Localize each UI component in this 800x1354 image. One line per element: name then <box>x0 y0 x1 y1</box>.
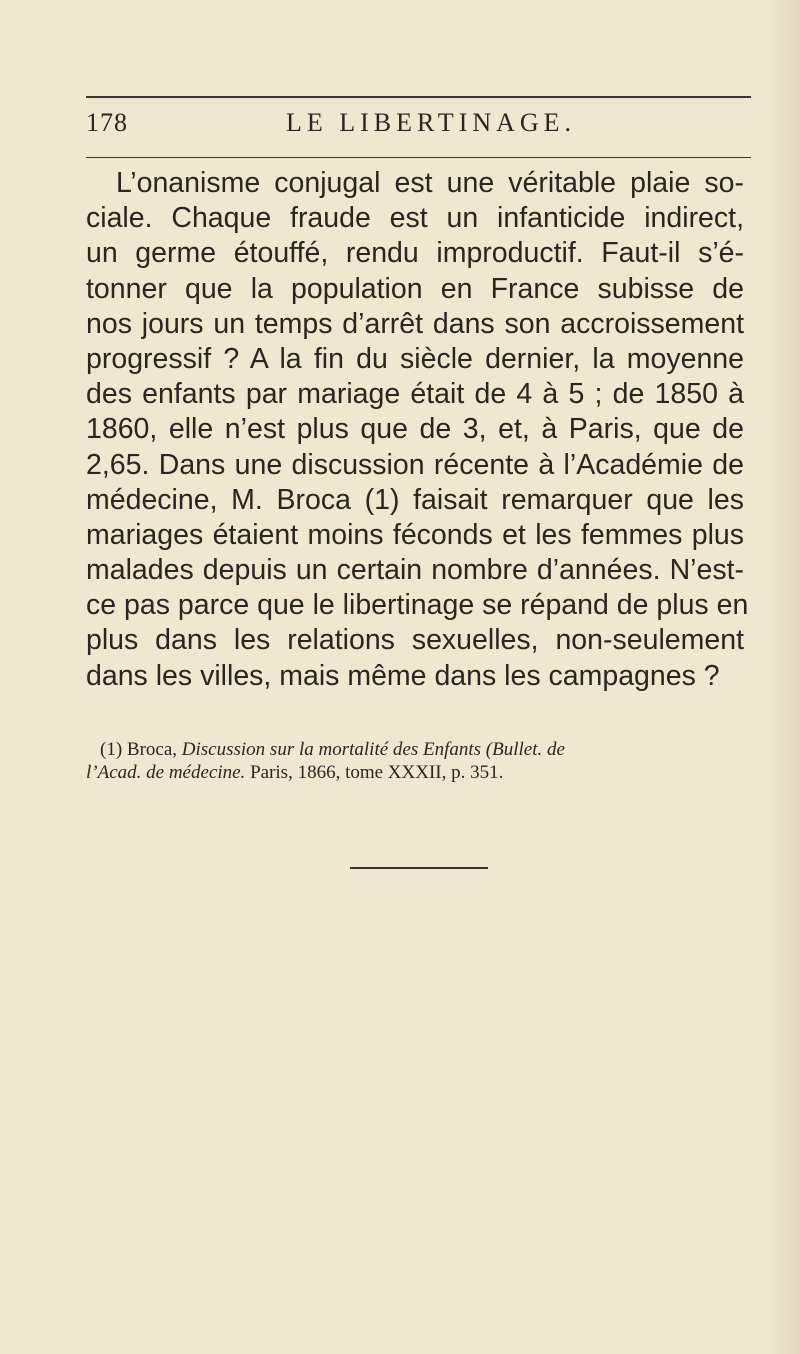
text-line: nos jours un temps d’arrêt dans son accroissement <box>86 307 744 340</box>
text-line: malades depuis un certain nombre d’années. N’est- <box>86 554 744 587</box>
footnote <box>86 738 748 784</box>
text-line: tonner que la population en France subisse de <box>86 272 744 305</box>
text-line: dans les villes, mais même dans les campagnes ? <box>86 659 720 692</box>
body-paragraph <box>86 166 749 694</box>
text-line: L’onanisme conjugal est une véritable plaie so- <box>116 167 744 199</box>
text-line: un germe étouffé, rendu improductif. Faut-il s’é- <box>86 237 744 270</box>
text-line: plus dans les relations sexuelles, non-seulement <box>86 624 744 657</box>
text-line: mariages étaient moins féconds et les femmes plus <box>86 518 744 551</box>
footnote-journal: (Bullet. de <box>481 739 565 760</box>
header-rule <box>86 157 751 158</box>
footnote-line <box>100 738 748 761</box>
text-line: 1860, elle n’est plus que de 3, et, à Paris, que de <box>86 413 744 446</box>
top-rule <box>86 96 751 98</box>
footnote-work-title: Discussion sur la mortalité des Enfants <box>181 739 482 760</box>
footnote-reference: (1) Broca, <box>100 739 182 760</box>
text-line: médecine, M. Broca (1) faisait remarquer que les <box>86 483 744 516</box>
footnote-journal-name: l’Acad. de médecine. <box>86 762 246 783</box>
text-line: des enfants par mariage était de 4 à 5 ; de 1850 à <box>86 378 744 411</box>
footnote-citation: Paris, 1866, tome XXXII, p. 351. <box>245 762 504 783</box>
text-line: progressif ? A la fin du siècle dernier, la moyenne <box>86 342 744 375</box>
end-rule <box>350 867 488 869</box>
footnote-line <box>86 761 748 784</box>
text-line: ciale. Chaque fraude est un infanticide indirect, <box>86 202 744 235</box>
text-line: 2,65. Dans une discussion récente à l’Académie de <box>86 448 744 481</box>
text-line: ce pas parce que le libertinage se répand de plus en <box>86 589 749 622</box>
page-number: 178 <box>86 108 128 137</box>
running-title: LE LIBERTINAGE. <box>286 108 577 137</box>
running-head <box>86 108 751 144</box>
